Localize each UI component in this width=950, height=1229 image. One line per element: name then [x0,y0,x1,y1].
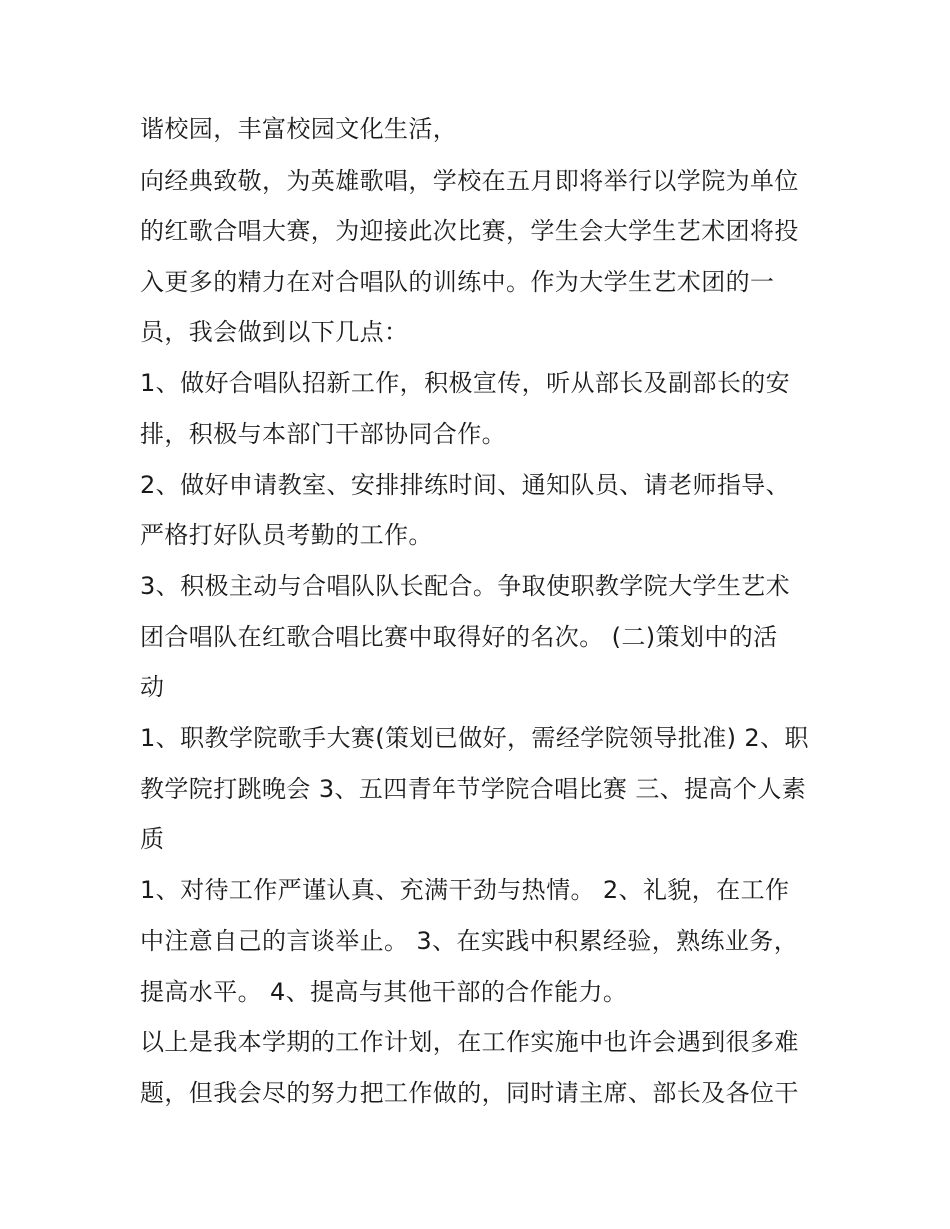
text-line: 1、对待工作严谨认真、充满干劲与热情。 2、礼貌，在工作 [140,876,790,904]
text-line: 动 [140,673,165,701]
text-line: 团合唱队在红歌合唱比赛中取得好的名次。 (二)策划中的活 [140,623,778,651]
text-line: 1、做好合唱队招新工作，积极宣传，听从部长及副部长的安 [140,369,791,397]
text-line: 以上是我本学期的工作计划，在工作实施中也许会遇到很多难 [140,1028,799,1056]
text-line: 教学院打跳晚会 3、五四青年节学院合唱比赛 三、提高个人素 [140,775,807,803]
text-line: 的红歌合唱大赛，为迎接此次比赛，学生会大学生艺术团将投 [140,217,799,245]
text-line: 严格打好队员考勤的工作。 [140,521,433,549]
text-line: 员，我会做到以下几点： [140,318,409,346]
text-line: 题，但我会尽的努力把工作做的，同时请主席、部长及各位干 [140,1079,799,1107]
text-line: 中注意自己的言谈举止。 3、在实践中积累经验，熟练业务， [140,927,799,955]
text-line: 谐校园，丰富校园文化生活， [140,115,458,143]
text-line: 排，积极与本部门干部协同合作。 [140,420,506,448]
text-line: 质 [140,825,165,853]
text-line: 1、职教学院歌手大赛(策划已做好，需经学院领导批准) 2、职 [140,724,809,752]
text-line: 3、积极主动与合唱队队长配合。争取使职教学院大学生艺术 [140,572,791,600]
text-line: 2、做好申请教室、安排排练时间、通知队员、请老师指导、 [140,471,791,499]
text-line: 向经典致敬，为英雄歌唱，学校在五月即将举行以学院为单位 [140,167,799,195]
text-line: 入更多的精力在对合唱队的训练中。作为大学生艺术团的一 [140,268,775,296]
text-line: 提高水平。 4、提高与其他干部的合作能力。 [140,978,628,1006]
